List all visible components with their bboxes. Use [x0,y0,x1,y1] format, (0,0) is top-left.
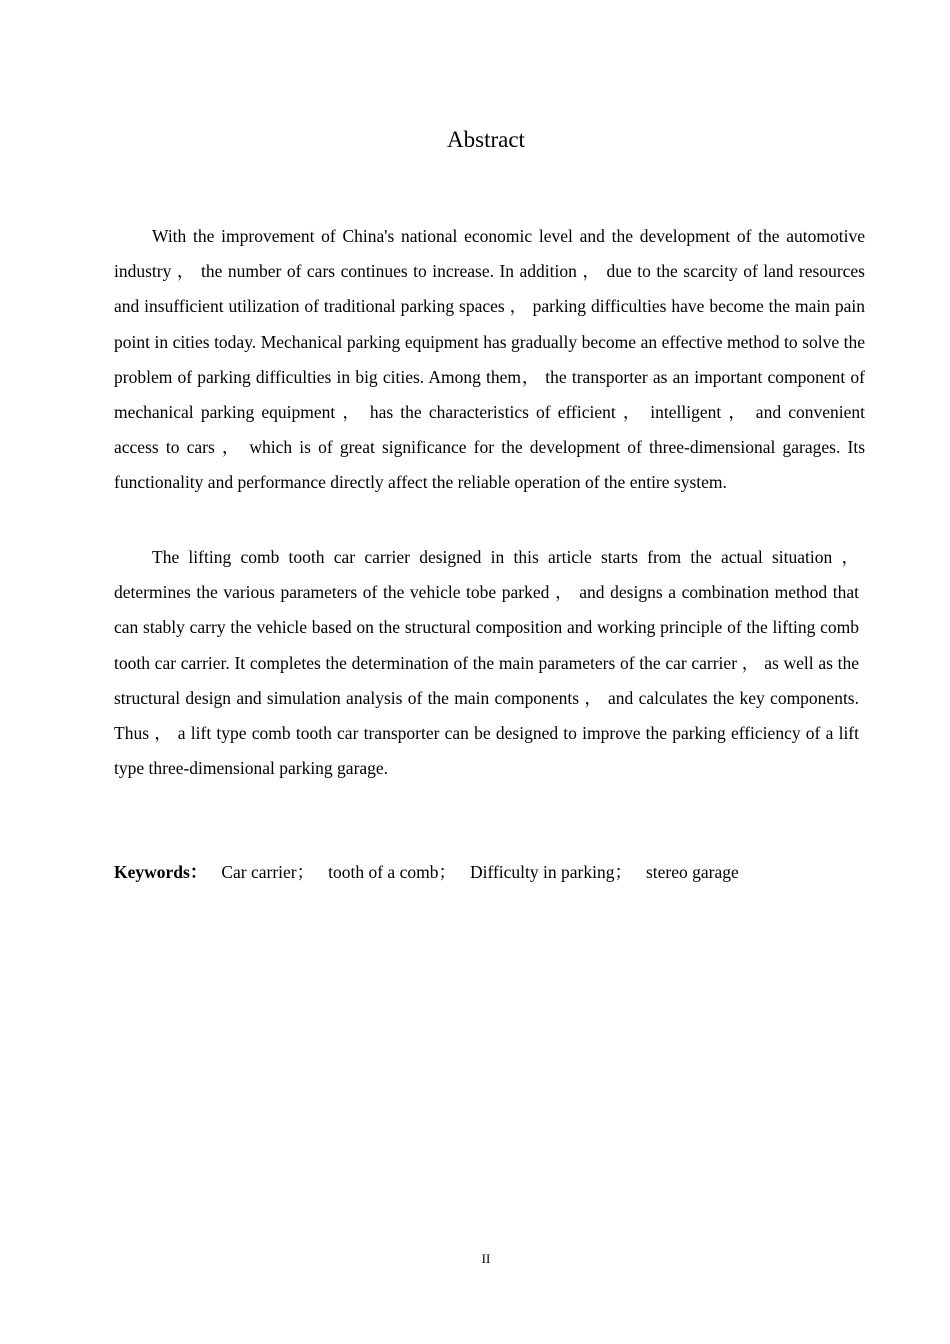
keywords-line [114,857,874,887]
page-number: II [481,1251,491,1266]
keywords-label: Keywords： [114,862,208,882]
abstract-paragraph-2: The lifting comb tooth car carrier designed in this article starts from the actual situation ， determines the various parameters of the vehicle tobe parked ， and designs a combination method that can stably carry the vehicle based on the structural composition and working principle of the lifting comb tooth car carrier. It completes the determination of the main parameters of the car carrier ， as well as the structural design and simulation analysis of the main components ， and calculates the key components. Thus ， a lift type comb tooth car transporter can be designed to improve the parking efficiency of a lift type three-dimensional parking garage. [114,547,859,779]
keyword-item: Car carrier； [221,862,315,882]
keyword-item: tooth of a comb； [328,862,456,882]
keyword-item: Difficulty in parking； [469,862,632,882]
abstract-paragraph-1: With the improvement of China's national economic level and the development of the automotive industry ， the number of cars continues to increase. In addition ， due to the scarcity of land resources and insufficient utilization of traditional parking spaces ， parking difficulties have become the main pain point in cities today. Mechanical parking equipment has gradually become an effective method to solve the problem of parking difficulties in big cities. Among them， the transporter as an important component of mechanical parking equipment ， has the characteristics of efficient ， intelligent ， and convenient access to cars ， which is of great significance for the development of three-dimensional garages. Its functionality and performance directly affect the reliable operation of the entire system. [114,226,865,493]
keyword-item: stereo garage [645,862,739,882]
abstract-title: Abstract [447,127,525,152]
